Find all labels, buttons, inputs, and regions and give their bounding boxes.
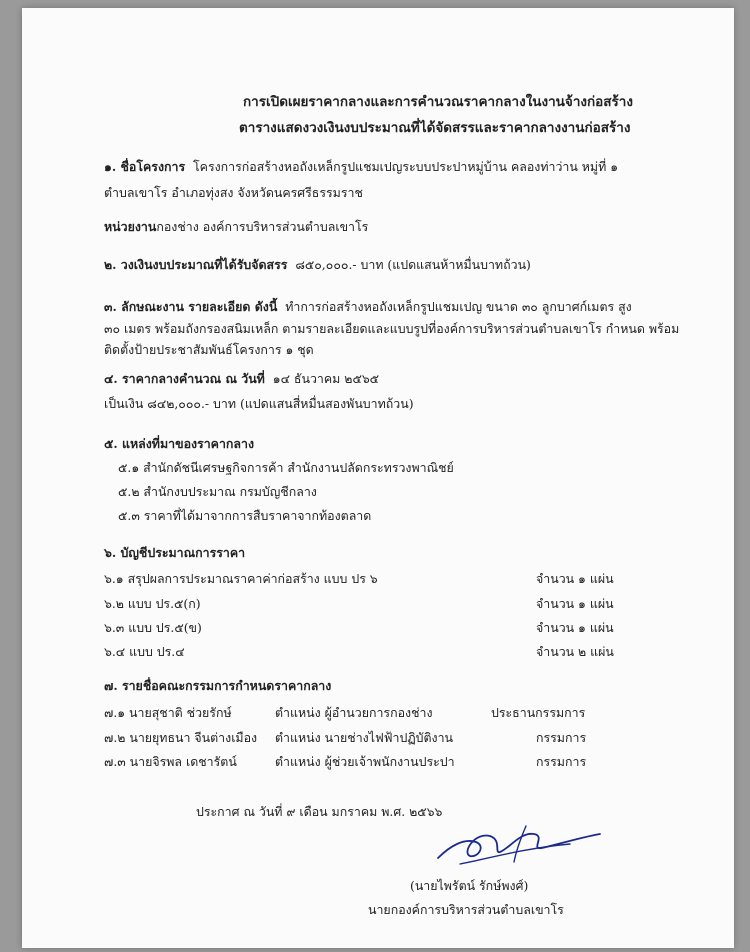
estimate-item-1-name: ๖.๑ สรุปผลการประมาณราคาค่าก่อสร้าง แบบ ปร ๖ xyxy=(104,571,378,586)
committee-member-1-name: ๗.๑ นายสุชาติ ช่วยรักษ์ xyxy=(104,705,232,720)
handwritten-signature xyxy=(430,818,610,878)
committee-member-3-role: กรรมการ xyxy=(536,754,587,769)
section-7-label: ๗. รายชื่อคณะกรรมการกำหนดราคากลาง xyxy=(104,678,332,693)
agency-text: กองช่าง องค์การบริหารส่วนตำบลเขาโร xyxy=(156,219,369,234)
section-2-line xyxy=(104,257,531,273)
section-3-label: ๓. ลักษณะงาน รายละเอียด ดังนี้ xyxy=(104,299,278,314)
document-page xyxy=(22,8,734,948)
header-line-1: การเปิดเผยราคากลางและการคำนวณราคากลางในงานจ้างก่อสร้าง xyxy=(243,94,633,110)
price-date: ๑๔ ธันวาคม ๒๕๖๕ xyxy=(272,371,380,386)
work-detail-3: ติดตั้งป้ายประชาสัมพันธ์โครงการ ๑ ชุด xyxy=(104,342,314,357)
agency-label: หน่วยงาน xyxy=(104,219,157,234)
committee-member-3-name: ๗.๓ นายจิรพล เดชารัตน์ xyxy=(104,754,237,769)
estimate-item-4-name: ๖.๔ แบบ ปร.๔ xyxy=(104,644,185,659)
source-item-2: ๕.๒ สำนักงบประมาณ กรมบัญชีกลาง xyxy=(118,484,317,499)
section-1-label: ๑. ชื่อโครงการ xyxy=(104,159,186,174)
committee-member-1-position: ตำแหน่ง ผู้อำนวยการกองช่าง xyxy=(275,705,433,720)
estimate-item-4-qty: จำนวน ๒ แผ่น xyxy=(536,644,614,659)
estimate-item-3-name: ๖.๓ แบบ ปร.๕(ข) xyxy=(104,620,202,635)
committee-member-3-position: ตำแหน่ง ผู้ช่วยเจ้าพนักงานประปา xyxy=(275,754,455,769)
project-name: โครงการก่อสร้างหอถังเหล็กรูปแชมเปญระบบประปาหมู่บ้าน คลองท่าว่าน หมู่ที่ ๑ xyxy=(193,159,619,174)
work-detail-1: ทำการก่อสร้างหอถังเหล็กรูปแชมเปญ ขนาด ๓๐ ลูกบาศก์เมตร สูง xyxy=(285,299,632,314)
committee-member-2-role: กรรมการ xyxy=(536,730,587,745)
section-4-label: ๔. ราคากลางคำนวณ ณ วันที่ xyxy=(104,371,265,386)
header-line-2: ตารางแสดงวงเงินงบประมาณที่ได้จัดสรรและราคากลางงานก่อสร้าง xyxy=(239,120,631,136)
committee-member-2-position: ตำแหน่ง นายช่างไฟฟ้าปฏิบัติงาน xyxy=(275,730,454,745)
budget-amount: ๘๕๐,๐๐๐.- บาท (แปดแสนห้าหมื่นบาทถ้วน) xyxy=(295,257,531,272)
source-item-1: ๕.๑ สำนักดัชนีเศรษฐกิจการค้า สำนักงานปลัดกระทรวงพาณิชย์ xyxy=(118,460,454,475)
signer-name: (นายไพรัตน์ รักษ์พงศ์) xyxy=(410,878,529,893)
section-6-label: ๖. บัญชีประมาณการราคา xyxy=(104,545,246,560)
section-4-line-1 xyxy=(104,371,379,387)
estimate-item-1-qty: จำนวน ๑ แผ่น xyxy=(536,571,614,586)
source-item-3: ๕.๓ ราคาที่ได้มาจากการสืบราคาจากท้องตลาด xyxy=(118,508,372,523)
signer-title: นายกองค์การบริหารส่วนตำบลเขาโร xyxy=(368,902,564,917)
estimate-item-2-qty: จำนวน ๑ แผ่น xyxy=(536,596,614,611)
section-2-label: ๒. วงเงินงบประมาณที่ได้รับจัดสรร xyxy=(104,257,288,272)
section-1-line-1 xyxy=(104,159,618,175)
announcement-date: ประกาศ ณ วันที่ ๙ เดือน มกราคม พ.ศ. ๒๕๖๖ xyxy=(196,804,443,819)
estimate-item-3-qty: จำนวน ๑ แผ่น xyxy=(536,620,614,635)
estimate-item-2-name: ๖.๒ แบบ ปร.๕(ก) xyxy=(104,596,201,611)
committee-member-2-name: ๗.๒ นายยุทธนา จีนต่างเมือง xyxy=(104,730,258,745)
committee-member-1-role: ประธานกรรมการ xyxy=(491,705,586,720)
work-detail-2: ๓๐ เมตร พร้อมถังกรองสนิมเหล็ก ตามรายละเอียดและแบบรูปที่องค์การบริหารส่วนตำบลเขาโร กำหนด พร้อม xyxy=(104,321,680,336)
project-location: ตำบลเขาโร อำเภอทุ่งสง จังหวัดนครศรีธรรมราช xyxy=(104,185,363,200)
agency-line xyxy=(104,219,368,235)
section-5-label: ๕. แหล่งที่มาของราคากลาง xyxy=(104,436,255,451)
section-3-line-1 xyxy=(104,299,632,315)
median-price: เป็นเงิน ๘๔๒,๐๐๐.- บาท (แปดแสนสี่หมื่นสองพันบาทถ้วน) xyxy=(104,396,414,411)
